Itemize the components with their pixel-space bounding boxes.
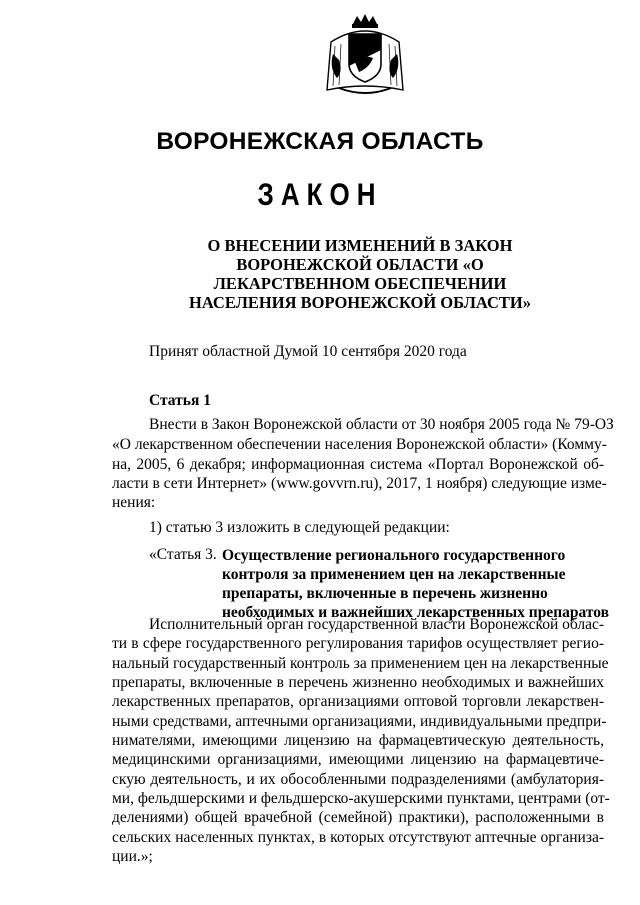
body-line: ми, фельдшерскими и фельдшерско-акушерскими пунктами, центрами (от- [112,790,610,807]
intro-line: ласти в сети Интернет» (www.govvrn.ru), 2017, 1 ноября) следующие изме- [112,475,607,492]
quoted-heading-line: препараты, включенные в перечень жизненно [222,585,548,602]
coat-of-arms-emblem [325,12,405,98]
intro-line: «О лекарственном обеспечении населения Воронежской области» (Комму- [112,436,607,453]
quoted-article-heading [222,546,609,622]
amendment-item: 1) статью 3 изложить в следующей редакции: [149,519,450,536]
law-title-line: ЛЕКАРСТВЕННОМ ОБЕСПЕЧЕНИИ [213,274,507,293]
quoted-heading-line: необходимых и важнейших лекарственных препаратов [222,604,609,621]
region-name: ВОРОНЕЖСКАЯ ОБЛАСТЬ [156,128,484,155]
law-title [140,236,580,312]
quoted-heading-line: Осуществление регионального государственного [222,547,566,564]
body-line: медицинскими организациями, имеющими лицензию на фармацевтиче- [112,751,604,768]
law-title-line: О ВНЕСЕНИИ ИЗМЕНЕНИЙ В ЗАКОН [207,236,513,255]
intro-line: нения: [112,494,156,511]
body-line: ными средствами, аптечными организациями, индивидуальными предпри- [112,713,607,730]
adoption-date: Принят областной Думой 10 сентября 2020 года [149,343,467,360]
body-line: лекарственных препаратов, организациями оптовой торговли лекарствен- [112,693,604,710]
intro-line: на, 2005, 6 декабря; информационная система «Портал Воронежской об- [112,456,604,473]
body-line: сельских населенных пунктах, в которых отсутствуют аптечные организа- [112,829,604,846]
body-line: Исполнительный орган государственной власти Воронежской облас- [149,616,605,633]
body-line: делениями) общей врачебной (семейной) практики), расположенными в [112,809,604,826]
body-line: ции.»; [112,848,153,865]
body-line: нимателями, имеющими лицензию на фармацевтическую деятельность, [112,732,604,749]
body-line: нальный государственный контроль за применением цен на лекарственные [112,655,609,672]
article-heading: Статья 1 [149,392,211,409]
intro-line: Внести в Закон Воронежской области от 30 ноября 2005 года № 79-ОЗ [149,416,614,433]
body-line: ти в сфере государственного регулирования тарифов осуществляет регио- [112,635,604,652]
document-type: ЗАКОН [257,176,383,212]
law-title-line: ВОРОНЕЖСКОЙ ОБЛАСТИ «О [236,255,484,274]
body-line: препараты, включенные в перечень жизненно необходимых и важнейших [112,674,604,691]
quoted-heading-line: контроля за применением цен на лекарственные [222,566,566,583]
body-line: скую деятельность, и их обособленными подразделениями (амбулатория- [112,771,604,788]
law-title-line: НАСЕЛЕНИЯ ВОРОНЕЖСКОЙ ОБЛАСТИ» [188,293,532,312]
quoted-article-prefix: «Статья 3. [149,546,217,563]
